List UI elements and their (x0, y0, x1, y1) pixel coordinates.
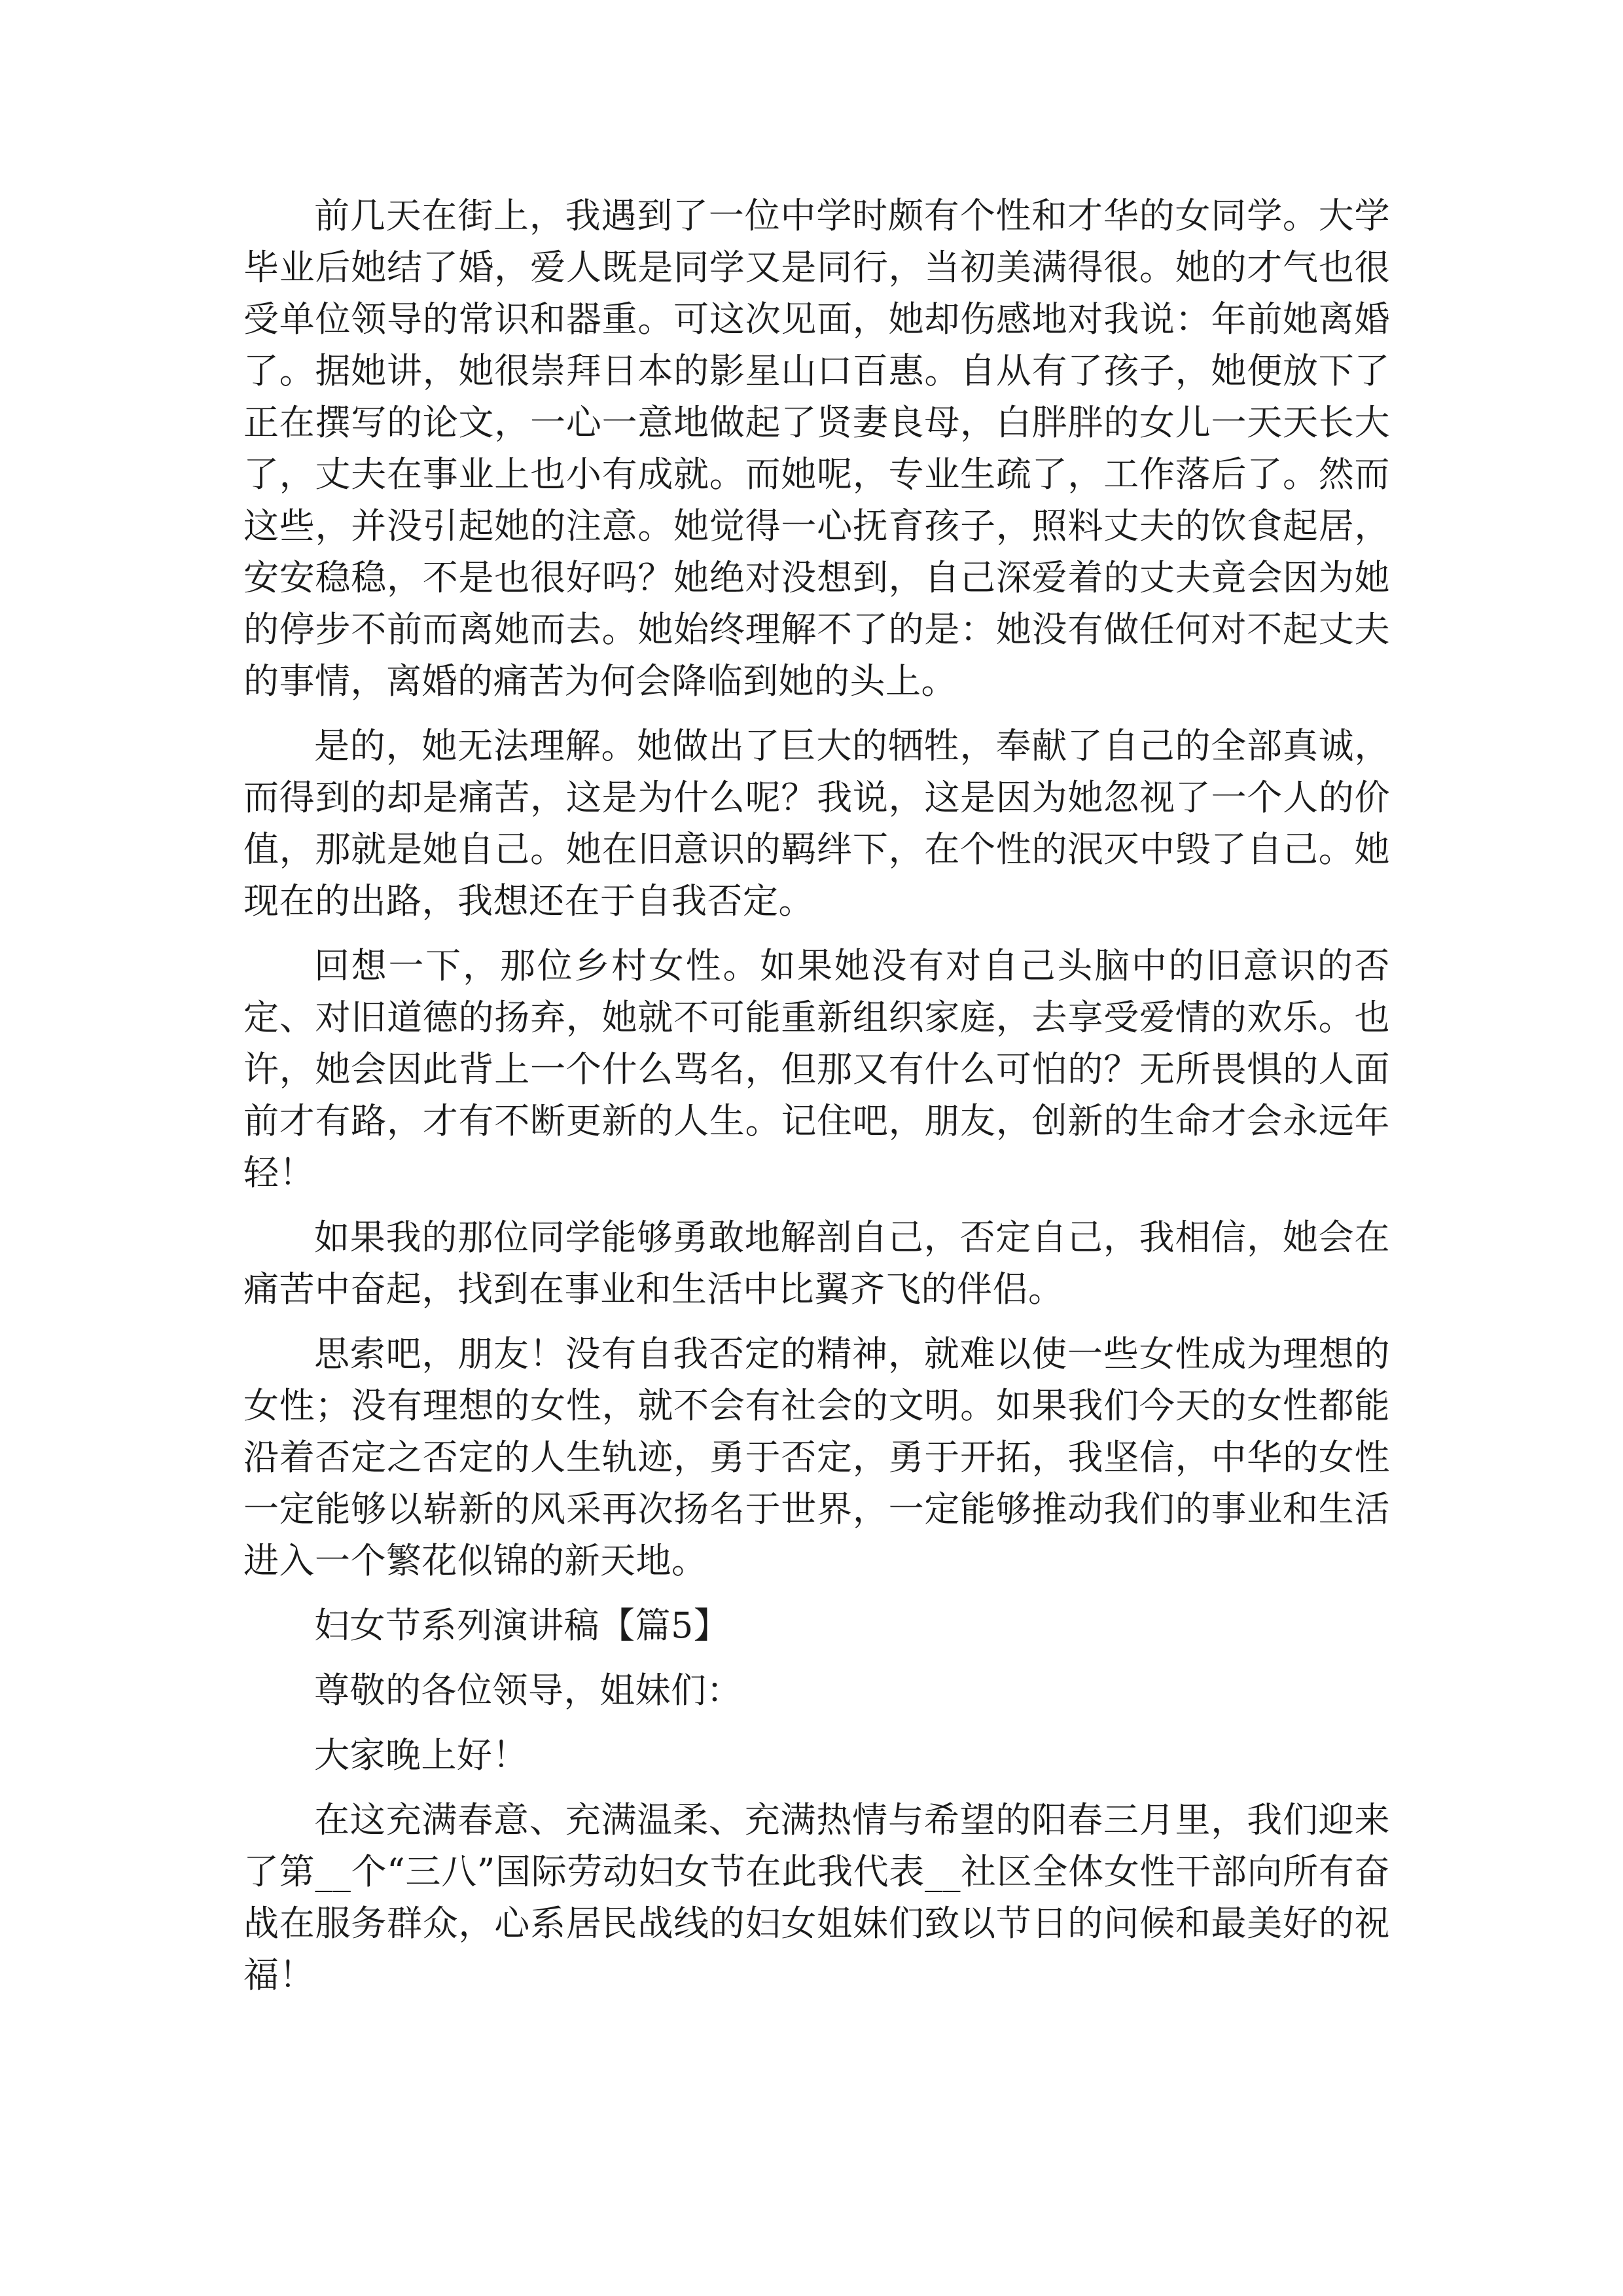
paragraph-2: 是的，她无法理解。她做出了巨大的牺牲，奉献了自己的全部真诚，而得到的却是痛苦，这是为什么呢？我说，这是因为她忽视了一个人的价值，那就是她自己。她在旧意识的羁绊下，在个性的泯灭中毁了自己。她现在的出路，我想还在于自我否定。 (243, 725, 1390, 922)
document-body (243, 190, 1390, 2014)
paragraph-9: 在这充满春意、充满温柔、充满热情与希望的阳春三月里，我们迎来了第__个“三八”国际劳动妇女节在此我代表__社区全体女性干部向所有奋战在服务群众，心系居民战线的妇女姐妹们致以节日的问候和最美好的祝福！ (243, 1799, 1390, 1996)
greeting: 大家晚上好！ (314, 1734, 528, 1776)
paragraph-5: 思索吧，朋友！没有自我否定的精神，就难以使一些女性成为理想的女性；没有理想的女性，就不会有社会的文明。如果我们今天的女性都能沿着否定之否定的人生轨迹，勇于否定，勇于开拓，我坚信，中华的女性一定能够以崭新的风采再次扬名于世界，一定能够推动我们的事业和生活进入一个繁花似锦的新天地。 (243, 1333, 1390, 1581)
paragraph-3: 回想一下，那位乡村女性。如果她没有对自己头脑中的旧意识的否定、对旧道德的扬弃，她就不可能重新组织家庭，去享受爱情的欢乐。也许，她会因此背上一个什么骂名，但那又有什么可怕的？无所畏惧的人面前才有路，才有不断更新的人生。记住吧，朋友，创新的生命才会永远年轻！ (243, 945, 1390, 1193)
section-heading: 妇女节系列演讲稿【篇5】 (314, 1605, 730, 1646)
paragraph-4: 如果我的那位同学能够勇敢地解剖自己，否定自己，我相信，她会在痛苦中奋起，找到在事业和生活中比翼齐飞的伴侣。 (243, 1217, 1390, 1310)
salutation: 尊敬的各位领导，姐妹们： (314, 1670, 742, 1711)
paragraph-1: 前几天在街上，我遇到了一位中学时颇有个性和才华的女同学。大学毕业后她结了婚，爱人既是同学又是同行，当初美满得很。她的才气也很受单位领导的常识和器重。可这次见面，她却伤感地对我说：年前她离婚了。据她讲，她很崇拜日本的影星山口百惠。自从有了孩子，她便放下了正在撰写的论文，一心一意地做起了贤妻良母，白胖胖的女儿一天天长大了，丈夫在事业上也小有成就。而她呢，专业生疏了，工作落后了。然而这些，并没引起她的注意。她觉得一心抚育孩子，照料丈夫的饮食起居，安安稳稳，不是也很好吗？她绝对没想到，自己深爱着的丈夫竟会因为她的停步不前而离她而去。她始终理解不了的是：她没有做任何对不起丈夫的事情，离婚的痛苦为何会降临到她的头上。 (243, 195, 1390, 702)
